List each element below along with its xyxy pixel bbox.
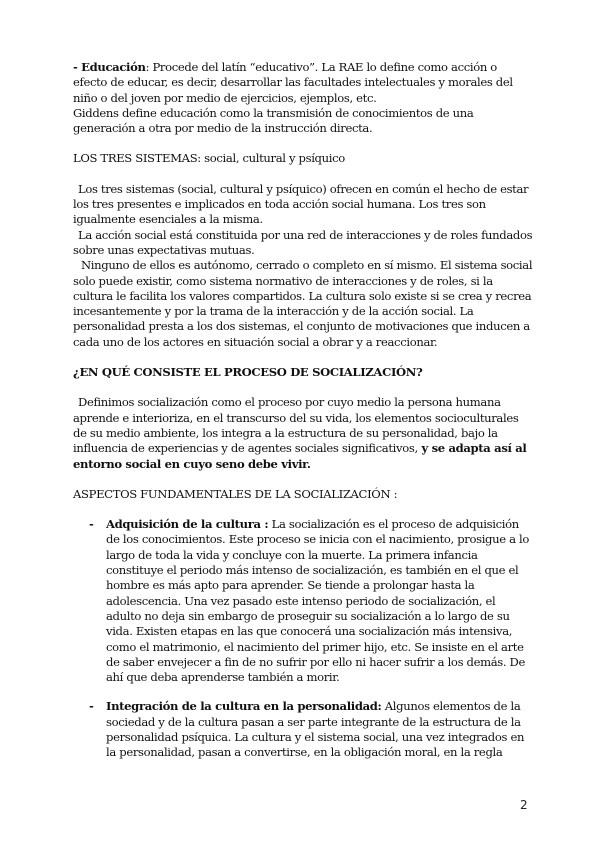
educacion-paragraph [73, 60, 533, 106]
aspecto-item-integracion [73, 699, 533, 760]
socializacion-heading-text: ¿EN QUÉ CONSISTE EL PROCESO DE SOCIALIZACIÓN? [73, 365, 423, 380]
list-dash: - [89, 517, 94, 532]
list-dash: - [89, 699, 94, 714]
aspecto-body-adquisicion: La socialización es el proceso de adquisición de los conocimientos. Este proceso se inicia con el nacimiento, prosigue a lo largo de toda la vida y concluye con la muerte. La primera infancia constituye el periodo más intenso de socialización, es también en el que el hombre es más apto para aprender. Se tiende a prolongar hasta la adolescencia. Una vez pasado este intenso periodo de socialización, el adulto no deja sin embargo de proseguir su socialización a lo largo de su vida. Existen etapas en las que conocerá una socialización más intensiva, como el matrimonio, el nacimiento del primer hijo, etc. Se insiste en el arte de saber envejecer a fin de no sufrir por ello ni hacer sufrir a los demás. De ahí que deba aprenderse también a morir. [106, 517, 529, 685]
educacion-definition: : Procede del latín “educativo”. La RAE lo define como acción o efecto de educar, es decir, desarrollar las facultades intelectuales y morales del niño o del joven por medio de ejercicios, ejemplos, etc. [73, 60, 513, 105]
socializacion-text-bold: y se adapta así al entorno social en cuyo seno debe vivir. [73, 441, 527, 471]
tres-sistemas-paragraph-2 [73, 228, 533, 259]
aspecto-title-adquisicion: Adquisición de la cultura : [106, 517, 269, 532]
aspecto-body-integracion: Algunos elementos de la sociedad y de la cultura pasan a ser parte integrante de la estructura de la personalidad psíquica. La cultura y el sistema social, una vez integrados en la personalidad, pasan a convertirse, en la obligación moral, en la regla [106, 699, 525, 760]
tres-sistemas-text-1: Los tres sistemas (social, cultural y psíquico) ofrecen en común el hecho de estar los tres presentes e implicados en toda acción social humana. Los tres son igualmente esenciales a la misma. [73, 181, 529, 227]
educacion-term: - Educación [73, 60, 146, 74]
tres-sistemas-paragraph-1 [73, 182, 533, 228]
page-content [73, 60, 533, 761]
aspecto-title-integracion: Integración de la cultura en la personalidad: [106, 699, 382, 714]
aspecto-text-adquisicion [106, 517, 533, 685]
tres-sistemas-paragraph-3 [73, 258, 533, 350]
socializacion-heading [73, 365, 533, 380]
tres-sistemas-text-3: Ninguno de ellos es autónomo, cerrado o completo en sí mismo. El sistema social solo puede existir, como sistema normativo de interacciones y de roles, si la cultura le facilita los valores compartidos. La cultura solo existe si se crea y recrea incesantemente y por la trama de la interacción y de la acción social. La personalidad presta a los dos sistemas, el conjunto de motivaciones que inducen a cada uno de los actores en situación social a obrar y a reaccionar. [73, 258, 533, 349]
page-number: 2 [520, 798, 528, 812]
socializacion-paragraph [73, 395, 533, 471]
tres-sistemas-heading: LOS TRES SISTEMAS: social, cultural y psíquico [73, 151, 345, 166]
aspectos-heading: ASPECTOS FUNDAMENTALES DE LA SOCIALIZACIÓN : [73, 486, 398, 501]
tres-sistemas-text-2: La acción social está constituida por una red de interacciones y de roles fundados sobre unas expectativas mutuas. [73, 227, 533, 257]
giddens-paragraph: Giddens define educación como la transmisión de conocimientos de una generación a otra por medio de la instrucción directa. [73, 105, 474, 136]
aspecto-item-adquisicion [73, 517, 533, 685]
socializacion-text: Definimos socialización como el proceso por cuyo medio la persona humana aprende e interioriza, en el transcurso del su vida, los elementos socioculturales de su medio ambiente, los integra a la estructura de su personalidad, bajo la influencia de experiencias y de agentes sociales significativos, [73, 395, 519, 456]
aspecto-text-integracion [106, 699, 533, 760]
